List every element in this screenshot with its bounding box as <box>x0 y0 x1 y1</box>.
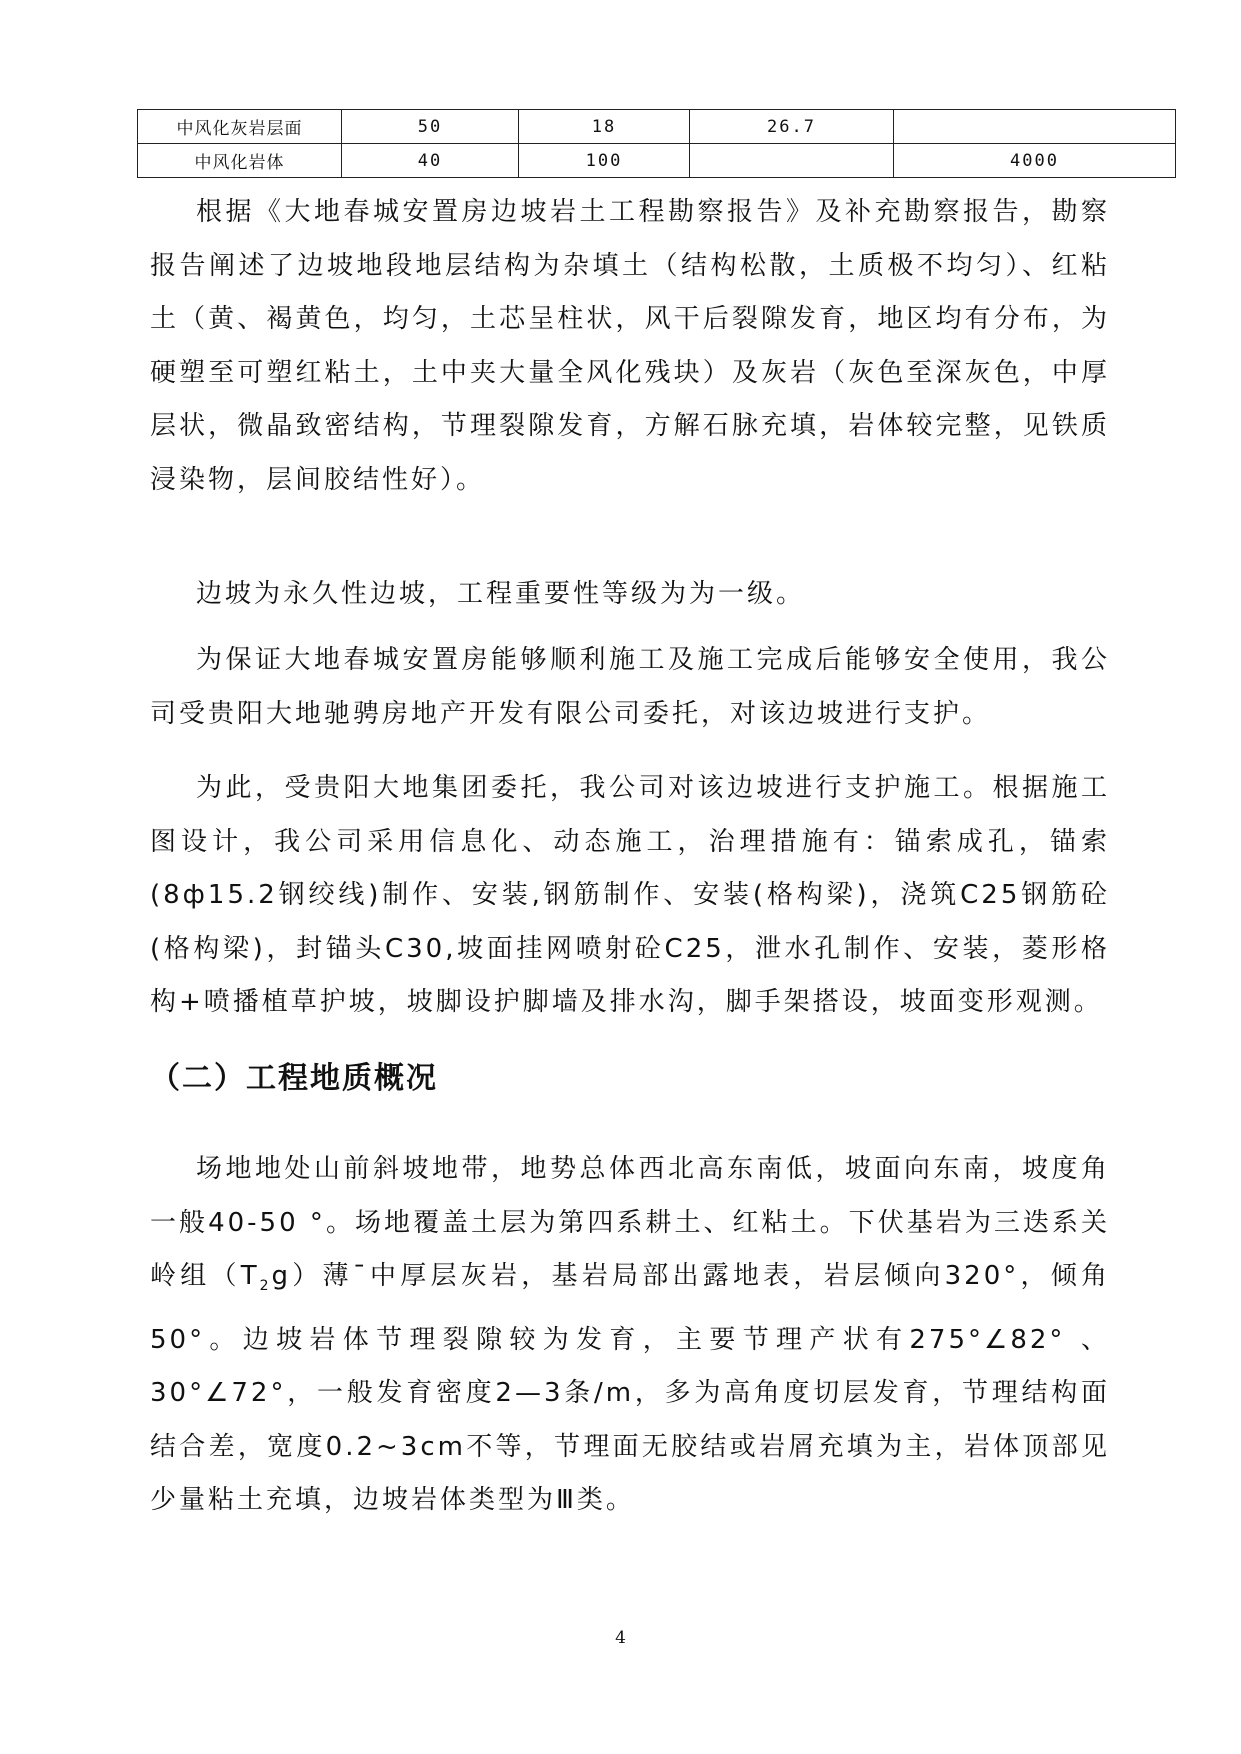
table-cell: 中风化岩体 <box>138 144 342 178</box>
paragraph-geology <box>150 1143 1110 1528</box>
table-cell: 26.7 <box>690 110 894 144</box>
table-cell: 中风化灰岩层面 <box>138 110 342 144</box>
section-heading: （二）工程地质概况 <box>150 1061 438 1096</box>
paragraph-slope-class: 边坡为永久性边坡，工程重要性等级为为一级。 <box>196 579 806 609</box>
table-cell <box>894 110 1176 144</box>
table-cell <box>690 144 894 178</box>
page-number: 4 <box>615 1628 626 1648</box>
geology-text-part1: 场地地处山前斜坡地带，地势总体西北高东南低，坡面向东南，坡度角一般40-50 °。场地覆盖土层为第四系耕土、红粘土。下伏基岩为三迭系关岭组（T <box>150 1154 1110 1291</box>
table-cell: 18 <box>519 110 690 144</box>
paragraph-construction-measures: 为此，受贵阳大地集团委托，我公司对该边坡进行支护施工。根据施工图设计，我公司采用信息化、动态施工，治理措施有：锚索成孔，锚索(8ф15.2钢绞线)制作、安装,钢筋制作、安装(格构梁)，浇筑C25钢筋砼(格构梁)，封锚头C30,坡面挂网喷射砼C25，泄水孔制作、安装，菱形格构+喷播植草护坡，坡脚设护脚墙及排水沟，脚手架搭设，坡面变形观测。 <box>150 773 1110 1017</box>
geology-text-part2: g）薄¯中厚层灰岩，基岩局部出露地表，岩层倾向320°，倾角50°。边坡岩体节理裂隙较为发育，主要节理产状有275°∠82° 、30°∠72°，一般发育密度2—3条/m，多为高角度切层发育，节理结构面结合差，宽度0.2~3cm不等，节理面无胶结或岩屑充填为主，岩体顶部见少量粘土充填，边坡岩体类型为Ⅲ类。 <box>150 1261 1110 1516</box>
table-cell: 4000 <box>894 144 1176 178</box>
paragraph-commission: 为保证大地春城安置房能够顺利施工及施工完成后能够安全使用，我公司受贵阳大地驰骋房地产开发有限公司委托，对该边坡进行支护。 <box>150 645 1110 729</box>
table-row <box>138 144 1176 178</box>
table-cell: 50 <box>342 110 519 144</box>
table-cell: 40 <box>342 144 519 178</box>
parameter-table <box>137 109 1176 178</box>
geology-subscript: 2 <box>259 1278 272 1295</box>
paragraph-strata: 根据《大地春城安置房边坡岩土工程勘察报告》及补充勘察报告，勘察报告阐述了边坡地段地层结构为杂填土（结构松散，土质极不均匀）、红粘土（黄、褐黄色，均匀，土芯呈柱状，风干后裂隙发育，地区均有分布，为硬塑至可塑红粘土，土中夹大量全风化残块）及灰岩（灰色至深灰色，中厚层状，微晶致密结构，节理裂隙发育，方解石脉充填，岩体较完整，见铁质浸染物，层间胶结性好）。 <box>150 197 1110 495</box>
table-row <box>138 110 1176 144</box>
table-cell: 100 <box>519 144 690 178</box>
